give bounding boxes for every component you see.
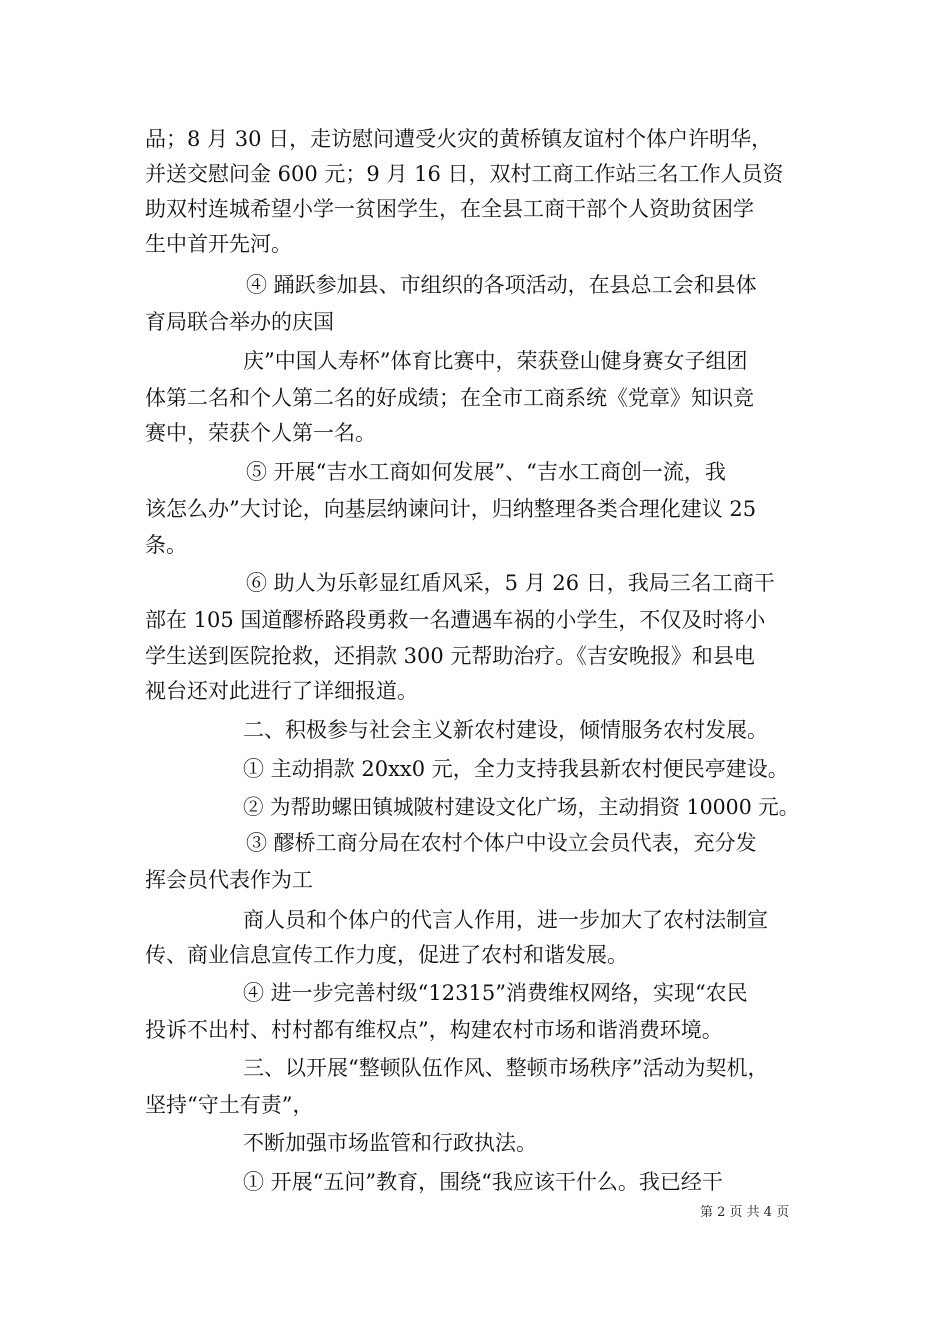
text-line: 生中首开先河。 xyxy=(145,232,292,256)
text-line: ④ 进一步完善村级“12315”消费维权网络，实现“农民 xyxy=(243,981,748,1005)
text-line: ⑥ 助人为乐彰显红盾风采，5 月 26 日，我局三名工商干 xyxy=(246,571,775,595)
section-heading: 二、积极参与社会主义新农村建设，倾情服务农村发展。 xyxy=(243,718,768,742)
page-number: 第 2 页 共 4 页 xyxy=(700,1205,790,1220)
text-line: 学生送到医院抢救，还捐款 300 元帮助治疗。《吉安晚报》和县电 xyxy=(145,644,755,668)
text-line: 视台还对此进行了详细报道。 xyxy=(145,679,418,703)
text-line: ① 主动捐款 20xx0 元，全力支持我县新农村便民亭建设。 xyxy=(243,757,789,781)
text-line: ① 开展“五问”教育，围绕“我应该干什么。我已经干 xyxy=(243,1170,723,1194)
text-line: 投诉不出村、村村都有维权点”，构建农村市场和谐消费环境。 xyxy=(145,1018,723,1042)
text-line: 赛中，荣获个人第一名。 xyxy=(145,421,376,445)
text-line: 挥会员代表作为工 xyxy=(145,868,313,892)
section-heading: 三、以开展“整顿队伍作风、整顿市场秩序”活动为契机， xyxy=(243,1056,769,1080)
text-line: 品；8 月 30 日，走访慰问遭受火灾的黄桥镇友谊村个体户许明华， xyxy=(145,127,773,151)
text-line: ③ 醪桥工商分局在农村个体户中设立会员代表，充分发 xyxy=(246,831,757,855)
text-line: 庆”中国人寿杯”体育比赛中，荣获登山健身赛女子组团 xyxy=(243,349,748,373)
text-line: 并送交慰问金 600 元；9 月 16 日，双村工商工作站三名工作人员资 xyxy=(145,162,784,186)
text-line: 商人员和个体户的代言人作用，进一步加大了农村法制宣 xyxy=(243,908,768,932)
text-line: ② 为帮助螺田镇城陂村建设文化广场，主动捐资 10000 元。 xyxy=(243,795,800,819)
text-line: 体第二名和个人第二名的好成绩；在全市工商系统《党章》知识竞 xyxy=(145,386,754,410)
text-line: 条。 xyxy=(145,533,187,557)
text-line: 助双村连城希望小学一贫困学生，在全县工商干部个人资助贫困学 xyxy=(145,197,754,221)
text-line: 该怎么办”大讨论，向基层纳谏问计，归纳整理各类合理化建议 25 xyxy=(145,497,757,521)
text-line: ⑤ 开展“吉水工商如何发展”、“吉水工商创一流，我 xyxy=(246,460,726,484)
text-line: 传、商业信息宣传工作力度，促进了农村和谐发展。 xyxy=(145,943,628,967)
text-line: 不断加强市场监管和行政执法。 xyxy=(243,1131,537,1155)
text-line: 育局联合举办的庆国 xyxy=(145,310,334,334)
text-line: ④ 踊跃参加县、市组织的各项活动，在县总工会和县体 xyxy=(246,273,757,297)
text-line: 坚持“守土有责”， xyxy=(145,1093,314,1117)
text-line: 部在 105 国道醪桥路段勇救一名遭遇车祸的小学生，不仅及时将小 xyxy=(145,608,766,632)
